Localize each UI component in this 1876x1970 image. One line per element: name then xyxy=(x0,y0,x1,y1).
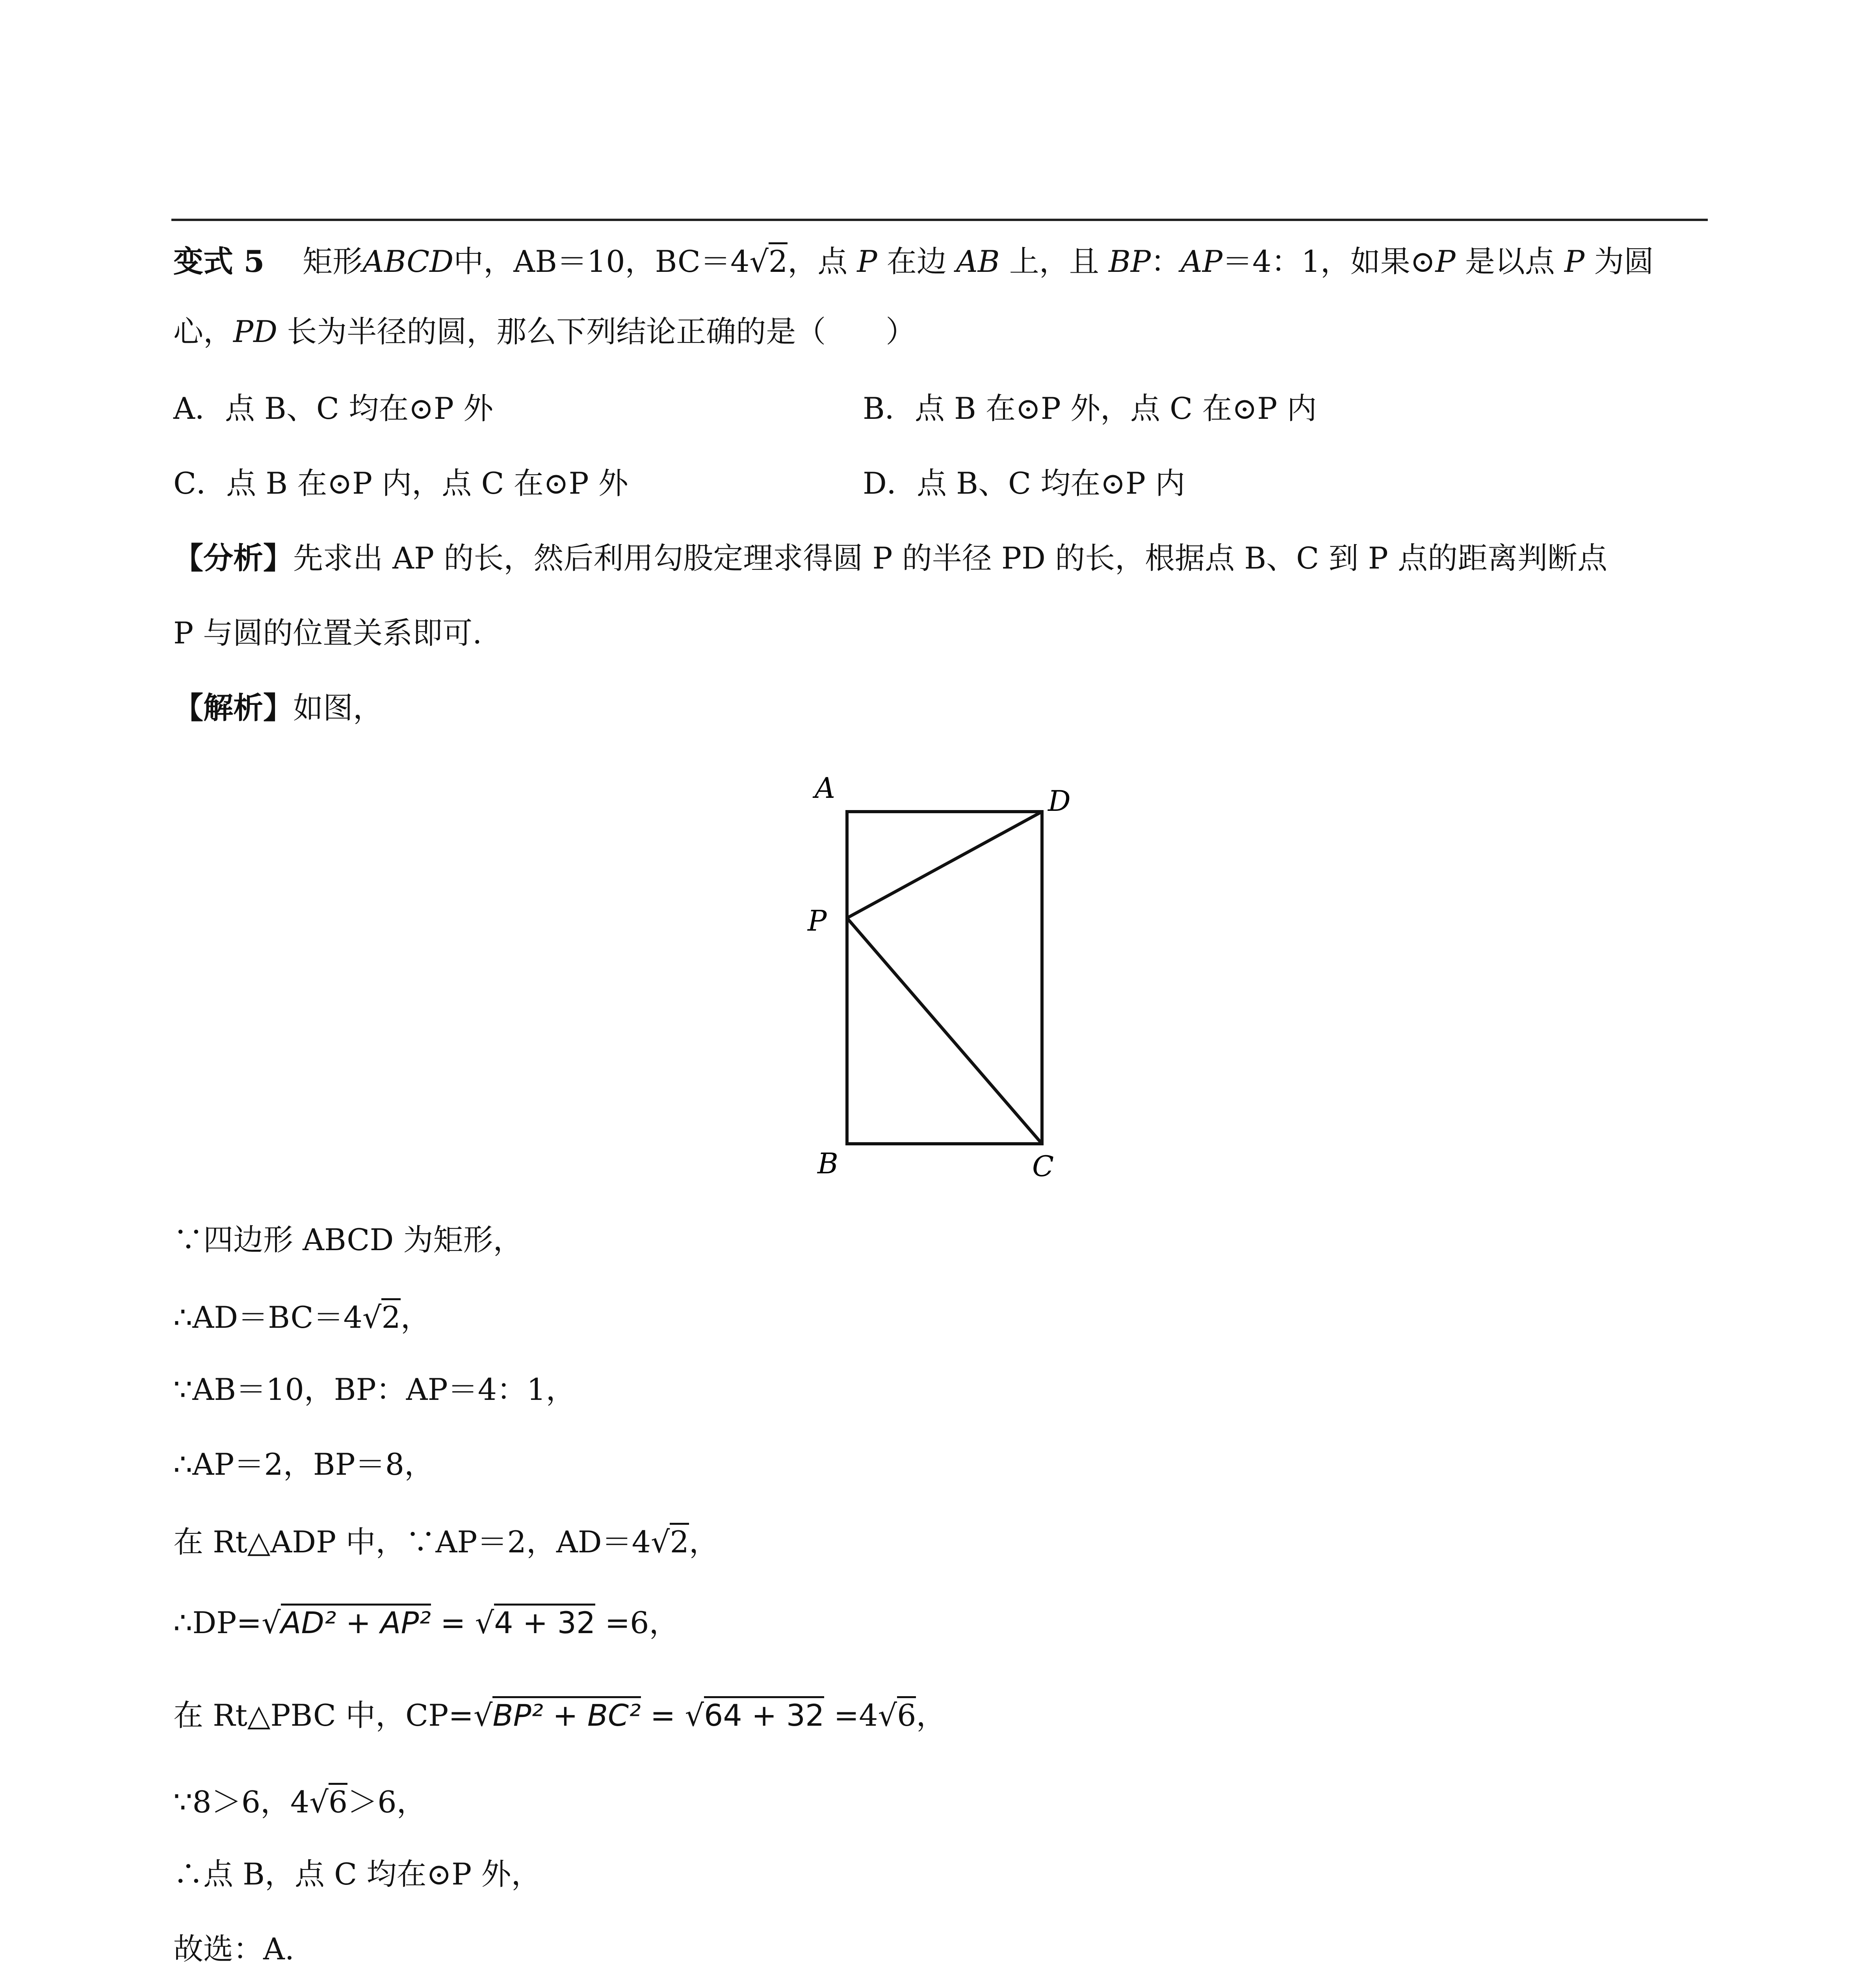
option-key: A． xyxy=(173,391,225,426)
option-text: 点 B、C 均在⊙P 内 xyxy=(916,466,1185,501)
analysis-label: 【分析】 xyxy=(173,541,293,576)
step-1 xyxy=(173,1223,523,1256)
point-p: P xyxy=(857,244,877,279)
stem-text: ： xyxy=(1150,244,1181,279)
stem-text: 上，且 xyxy=(1009,244,1099,279)
step-8 xyxy=(173,1783,427,1819)
stem-text: 长为半径的圆，那么下列结论正确的是（ ） xyxy=(287,314,916,349)
option-key: B． xyxy=(863,391,915,426)
step-text: ＞6， xyxy=(347,1784,427,1819)
label-a: A xyxy=(815,771,835,805)
step-10 xyxy=(173,1933,294,1966)
option-text: 点 B、C 均在⊙P 外 xyxy=(225,391,494,426)
step-text: ， xyxy=(689,1524,719,1559)
segment-pd xyxy=(847,812,1042,918)
stem-text: 在边 xyxy=(886,244,947,279)
stem-text: 矩形 xyxy=(302,244,362,279)
step-text: ， xyxy=(400,1300,431,1335)
solution-text: 如图， xyxy=(293,690,383,725)
seg-ab: AB xyxy=(956,244,1000,279)
solution-label: 【解析】 xyxy=(173,690,293,725)
step-text: 在 Rt△ADP 中，∵AP＝2，AD＝4 xyxy=(173,1524,651,1559)
step-text: ∴DP= xyxy=(173,1605,262,1640)
step-text: =6， xyxy=(595,1605,679,1640)
option-text: 点 B 在⊙P 内，点 C 在⊙P 外 xyxy=(226,466,628,501)
point-p: P xyxy=(1435,244,1456,279)
option-text: 点 B 在⊙P 外，点 C 在⊙P 内 xyxy=(914,391,1317,426)
step-9 xyxy=(173,1858,541,1891)
step-7 xyxy=(173,1696,946,1732)
option-key: C． xyxy=(173,466,227,501)
step-6 xyxy=(173,1604,679,1639)
step-3 xyxy=(173,1373,576,1406)
seg-pd: PD xyxy=(233,314,278,349)
segment-pc xyxy=(847,918,1042,1144)
step-text: =4 xyxy=(824,1698,878,1733)
label-d: D xyxy=(1048,784,1071,818)
stem-text: 中， xyxy=(453,244,514,279)
label-c: C xyxy=(1032,1150,1054,1183)
step-2 xyxy=(173,1298,431,1334)
rect-name: ABCD xyxy=(362,244,454,279)
step-text: 在 Rt△PBC 中，CP= xyxy=(173,1698,474,1733)
step-text: ∴AP＝2，BP＝8， xyxy=(173,1447,435,1482)
stem-text: 是以点 xyxy=(1465,244,1555,279)
stem-text: ＝4：1，如果⊙ xyxy=(1222,244,1436,279)
step-text: ∵AB＝10，BP：AP＝4：1， xyxy=(173,1372,576,1407)
sqrt-2: √ 2 xyxy=(362,1298,401,1334)
bc-value: BC＝4 xyxy=(655,244,750,279)
problem-label: 变式 5 xyxy=(173,244,265,279)
option-key: D． xyxy=(863,466,917,501)
seg-bp: BP xyxy=(1108,244,1151,279)
sqrt-6: √ 6 xyxy=(878,1696,916,1732)
analysis-text: 先求出 AP 的长，然后利用勾股定理求得圆 P 的半径 PD 的长，根据点 B、C 到 P 点的距离判断点 xyxy=(293,541,1607,576)
stem-text: 心， xyxy=(173,314,233,349)
stem-text: 为圆 xyxy=(1594,244,1654,279)
step-text: ∵四边形 ABCD 为矩形， xyxy=(173,1222,523,1257)
sqrt-expression: √ BP² + BC² xyxy=(474,1696,641,1732)
step-text: ， xyxy=(916,1698,946,1733)
sqrt-6: √ 6 xyxy=(309,1783,347,1819)
step-text: ∴AD＝BC＝4 xyxy=(173,1300,362,1335)
ab-value: AB＝10， xyxy=(513,244,655,279)
rectangle-abcd xyxy=(847,812,1042,1144)
sqrt-expression: √ 4 + 32 xyxy=(475,1604,596,1639)
step-4 xyxy=(173,1448,434,1481)
step-text: ∵8＞6，4 xyxy=(173,1784,310,1819)
equals-sign: = xyxy=(641,1698,685,1733)
sqrt-expression: √ AD² + AP² xyxy=(262,1604,431,1639)
seg-ap: AP xyxy=(1180,244,1222,279)
sqrt-2: √ 2 xyxy=(749,242,788,278)
step-5 xyxy=(173,1523,719,1559)
analysis-text: P 与圆的位置关系即可. xyxy=(173,615,482,650)
point-p: P xyxy=(1564,244,1585,279)
stem-text: ，点 xyxy=(788,244,848,279)
step-text: 故选：A. xyxy=(173,1931,295,1966)
label-p: P xyxy=(808,904,827,937)
equals-sign: = xyxy=(431,1605,475,1640)
label-b: B xyxy=(817,1147,838,1180)
step-text: ∴点 B，点 C 均在⊙P 外， xyxy=(173,1857,541,1892)
sqrt-expression: √ 64 + 32 xyxy=(685,1696,825,1732)
sqrt-2: √ 2 xyxy=(651,1523,689,1559)
